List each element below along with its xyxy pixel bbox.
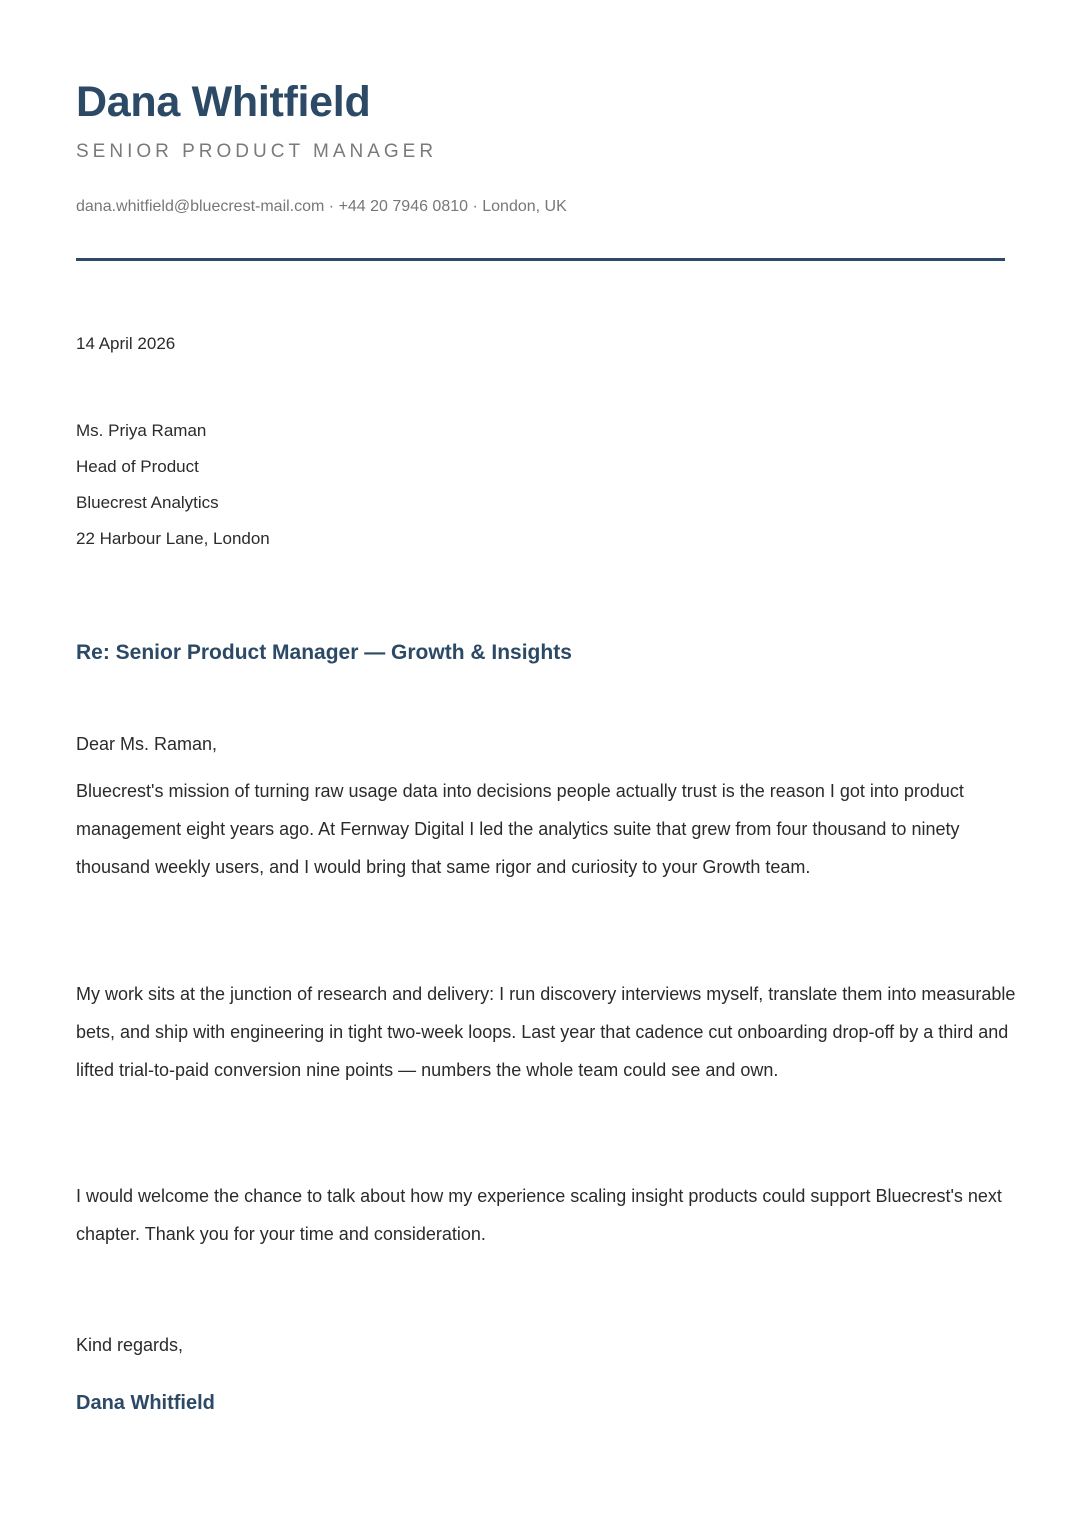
- header-divider: [76, 258, 1005, 261]
- recipient-address: 22 Harbour Lane, London: [76, 529, 270, 548]
- subject-line: Re: Senior Product Manager — Growth & Insights: [76, 641, 572, 664]
- cover-letter-page: [76, 0, 1016, 1525]
- recipient-block: [76, 413, 270, 557]
- body-paragraph-1: Bluecrest's mission of turning raw usage data into decisions people actually trust is the reason I got into product management eight years ago. At Fernway Digital I led the analytics suite that grew from four thousand to ninety thousand weekly users, and I would bring that same rigor and curiosity to your Growth team.: [76, 781, 964, 877]
- recipient-company: Bluecrest Analytics: [76, 493, 219, 512]
- body-paragraph-2: My work sits at the junction of research and delivery: I run discovery interviews myself, translate them into measurable bets, and ship with engineering in tight two-week loops. Last year that cadence cut onboarding drop-off by a third and lifted trial-to-paid conversion nine points — numbers the whole team could see and own.: [76, 984, 1016, 1080]
- letter-date: 14 April 2026: [76, 334, 176, 353]
- sender-contact-line: dana.whitfield@bluecrest-mail.com · +44 20 7946 0810 · London, UK: [76, 198, 567, 215]
- body-paragraph-3: I would welcome the chance to talk about how my experience scaling insight products could support Bluecrest's next chapter. Thank you for your time and consideration.: [76, 1186, 1002, 1244]
- closing-line: Kind regards,: [76, 1335, 184, 1355]
- sender-name: Dana Whitfield: [76, 78, 371, 126]
- sender-role: SENIOR PRODUCT MANAGER: [76, 141, 438, 162]
- recipient-name: Ms. Priya Raman: [76, 421, 207, 440]
- signature-name: Dana Whitfield: [76, 1392, 215, 1414]
- salutation: Dear Ms. Raman,: [76, 734, 218, 754]
- recipient-title: Head of Product: [76, 457, 199, 476]
